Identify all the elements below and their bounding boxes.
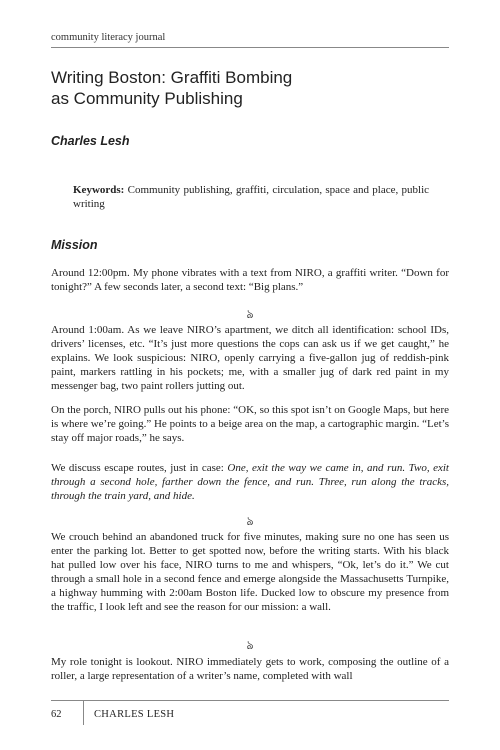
ornament-icon: ঌ (246, 638, 254, 652)
author-name: Charles Lesh (51, 134, 130, 148)
running-head: CHARLES LESH (94, 709, 175, 720)
section-heading: Mission (51, 238, 98, 252)
title-line-1: Writing Boston: Graffiti Bombing (51, 68, 293, 87)
ornament-icon: ঌ (246, 307, 254, 321)
paragraph-4 (51, 461, 449, 503)
page-number: 62 (51, 709, 62, 720)
keywords-label: Keywords: (73, 184, 125, 196)
paragraph-2: Around 1:00am. As we leave NIRO’s apartment, we ditch all identification: school IDs, drivers’ licenses, etc. “It’s just more questions the cops can ask us if we get caught,” he explains. We look suspicious: NIRO, openly carrying a five-gallon jug of reddish-pink paint, markers rattling in his pockets; me, with a smaller jug of dark red paint in my messenger bag, two paint rollers jutting out. (51, 324, 449, 392)
footer-rule (51, 700, 449, 701)
keywords-text: Community publishing, graffiti, circulation, space and place, public writing (73, 184, 430, 210)
ornament-icon: ঌ (246, 514, 254, 528)
paragraph-5: We crouch behind an abandoned truck for five minutes, making sure no one has seen us enter the parking lot. Better to get spotted now, before the writing starts. With his black hat pulled low over his face, NIRO turns to me and whispers, “Ok, let’s do it.” We cut through a small hole in a second fence and emerge alongside the Massachusetts Turnpike, a highway humming with 2:00am Boston life. Ducked low to obscure my presence from the traffic, I look left and see the reason for our mission: a wall. (51, 531, 449, 613)
article-title (51, 67, 431, 109)
paragraph-1: Around 12:00pm. My phone vibrates with a text from NIRO, a graffiti writer. “Down for tonight?” A few seconds later, a second text: “Big plans.” (51, 267, 449, 293)
paragraph-3: On the porch, NIRO pulls out his phone: “OK, so this spot isn’t on Google Maps, but here is where we’re going.” He points to a beige area on the map, a cartographic margin. “Let’s stay off major roads,” he says. (51, 404, 449, 444)
paragraph-4-italic: One, exit the way we came in, and run. Two, exit through a second hole, farther down the fence, and run. Three, run along the tracks, through the train yard, and hide. (51, 462, 449, 502)
paragraph-6: My role tonight is lookout. NIRO immediately gets to work, composing the outline of a roller, a large representation of a writer’s name, completed with wall (51, 656, 449, 682)
title-line-2: as Community Publishing (51, 89, 243, 108)
footer-divider (83, 701, 84, 725)
journal-name: community literacy journal (51, 32, 166, 43)
paragraph-4-plain: We discuss escape routes, just in case: (51, 462, 228, 474)
header-rule (51, 47, 449, 48)
keywords (73, 183, 429, 211)
